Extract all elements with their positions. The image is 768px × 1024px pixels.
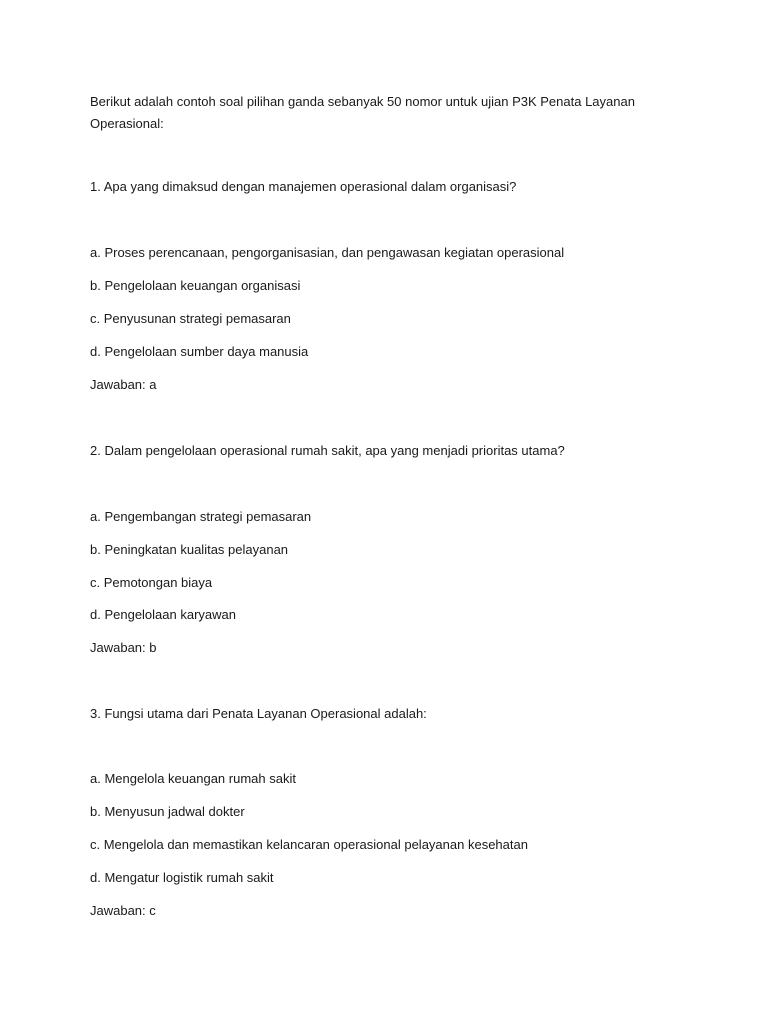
question-3: 3. Fungsi utama dari Penata Layanan Operasional adalah: <box>90 706 427 721</box>
question-2-option-c: c. Pemotongan biaya <box>90 575 213 590</box>
question-2-option-b: b. Peningkatan kualitas pelayanan <box>90 542 289 557</box>
question-2-option-a: a. Pengembangan strategi pemasaran <box>90 509 312 524</box>
question-3-answer: Jawaban: c <box>90 903 156 918</box>
question-1-option-b: b. Pengelolaan keuangan organisasi <box>90 278 301 293</box>
question-3-option-c: c. Mengelola dan memastikan kelancaran operasional pelayanan kesehatan <box>90 837 528 852</box>
question-1: 1. Apa yang dimaksud dengan manajemen operasional dalam organisasi? <box>90 179 517 194</box>
question-3-option-b: b. Menyusun jadwal dokter <box>90 804 245 819</box>
question-2: 2. Dalam pengelolaan operasional rumah sakit, apa yang menjadi prioritas utama? <box>90 443 565 458</box>
question-1-option-a: a. Proses perencanaan, pengorganisasian, dan pengawasan kegiatan operasional <box>90 245 565 260</box>
question-2-answer: Jawaban: b <box>90 640 157 655</box>
question-3-option-d: d. Mengatur logistik rumah sakit <box>90 870 274 885</box>
question-1-option-c: c. Penyusunan strategi pemasaran <box>90 311 291 326</box>
question-1-answer: Jawaban: a <box>90 377 157 392</box>
question-2-option-d: d. Pengelolaan karyawan <box>90 607 236 622</box>
intro-paragraph: Berikut adalah contoh soal pilihan ganda sebanyak 50 nomor untuk ujian P3K Penata Layanan Operasional: <box>90 94 635 131</box>
question-1-option-d: d. Pengelolaan sumber daya manusia <box>90 344 309 359</box>
question-3-option-a: a. Mengelola keuangan rumah sakit <box>90 771 296 786</box>
